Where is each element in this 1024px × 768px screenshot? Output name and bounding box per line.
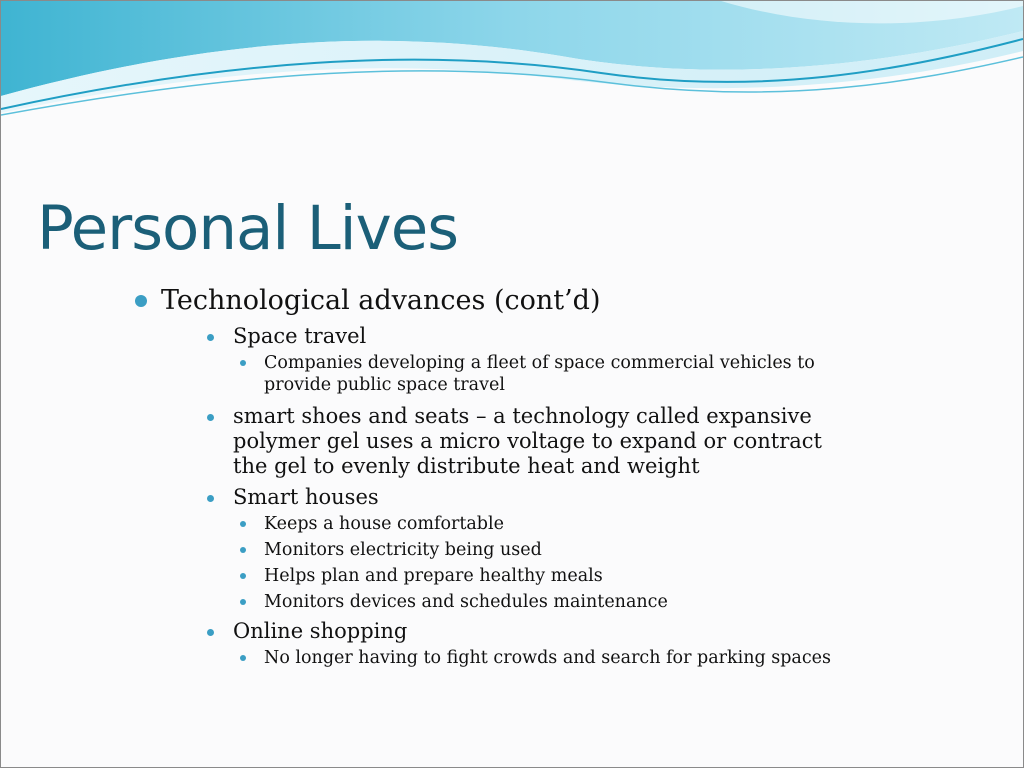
bullet-dot-icon [240,547,246,553]
bullet-text: Space travel [233,324,367,348]
bullet-text: smart shoes and seats – a technology called expansive polymer gel uses a micro voltage to expand or contract the gel to evenly distribute heat and weight [233,404,822,478]
bullet-text: Keeps a house comfortable [264,514,504,534]
bullet-technological-advances [161,283,861,319]
sub-bullet-list [161,321,861,669]
decorative-wave-header [1,1,1023,131]
bullet-dot-icon [240,655,246,661]
bullet-text: Smart houses [233,485,379,509]
sub-bullet-maintenance [264,591,854,613]
sub-bullet-comfortable [264,513,854,535]
bullet-smart-shoes [233,404,833,479]
bullet-text: Monitors electricity being used [264,540,542,560]
bullet-smart-houses [233,485,861,510]
bullet-dot-icon [207,495,214,502]
bullet-dot-icon [207,629,214,636]
bullet-text: Technological advances (cont’d) [161,285,601,316]
bullet-dot-icon [207,414,214,421]
bullet-text: No longer having to fight crowds and search for parking spaces [264,648,831,668]
bullet-text: Companies developing a fleet of space commercial vehicles to provide public space travel [264,353,815,395]
slide-title: Personal Lives [37,193,459,264]
sub-bullet-meals [264,565,854,587]
bullet-dot-icon [240,521,246,527]
bullet-text: Monitors devices and schedules maintenance [264,592,668,612]
sub-bullet-electricity [264,539,854,561]
bullet-dot-icon [240,599,246,605]
bullet-online-shopping [233,619,861,644]
sub-bullet-space-fleet [264,352,854,396]
bullet-list [161,283,861,319]
bullet-text: Helps plan and prepare healthy meals [264,566,603,586]
bullet-dot-icon [135,295,147,307]
sub-bullet-parking [264,647,854,669]
bullet-dot-icon [240,573,246,579]
bullet-dot-icon [207,334,214,341]
bullet-text: Online shopping [233,619,408,643]
bullet-dot-icon [240,360,246,366]
bullet-space-travel [233,324,861,349]
